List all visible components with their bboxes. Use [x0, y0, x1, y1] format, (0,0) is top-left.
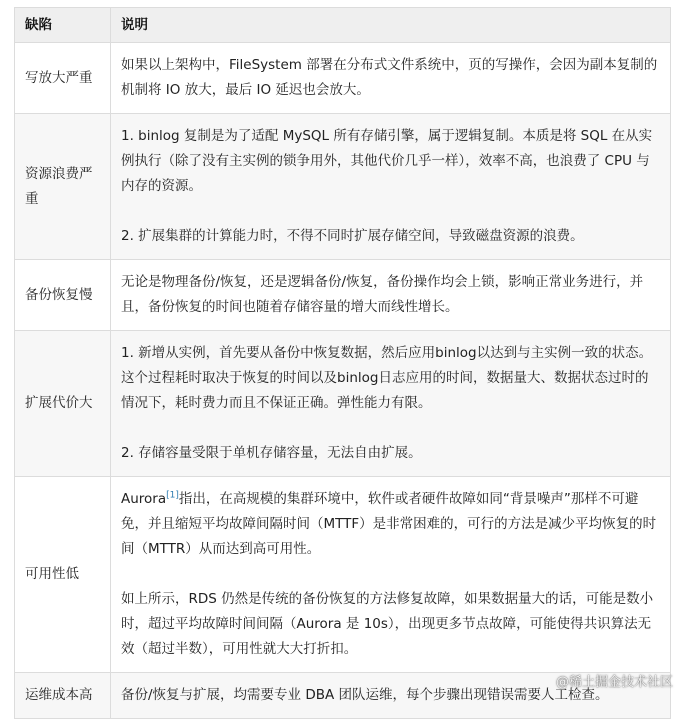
- description-paragraph: [121, 487, 660, 562]
- description-text: 指出，在高规模的集群环境中，软件或者硬件故障如同“背景噪声”那样不可避免，并且缩短平均故障间隔时间（MTTF）是非常困难的，可行的方法是减少平均恢复的时间（MTTR）从而达到高可用性。: [121, 491, 657, 557]
- watermark: @稀土掘金技术社区: [555, 675, 673, 690]
- table-row: [15, 477, 671, 673]
- description-paragraph: 2. 扩展集群的计算能力时，不得不同时扩展存储空间，导致磁盘资源的浪费。: [121, 228, 584, 244]
- table-header-row: [15, 8, 671, 43]
- description-paragraph: 1. binlog 复制是为了适配 MySQL 所有存储引擎，属于逻辑复制。本质是将 SQL 在从实例执行（除了没有主实例的锁争用外，其他代价几乎一样），效率不高，也浪费了 CPU 与内存的资源。: [121, 128, 653, 194]
- header-defect: 缺陷: [15, 8, 111, 43]
- defect-cell: 资源浪费严重: [15, 114, 111, 260]
- defects-table-container: [14, 7, 670, 719]
- description-cell: [111, 331, 671, 477]
- description-cell: [111, 477, 671, 673]
- defect-cell: 备份恢复慢: [15, 260, 111, 331]
- description-paragraph: 2. 存储容量受限于单机存储容量，无法自由扩展。: [121, 445, 422, 461]
- table-row: [15, 260, 671, 331]
- defect-cell: 可用性低: [15, 477, 111, 673]
- description-paragraph: 1. 新增从实例，首先要从备份中恢复数据，然后应用binlog以达到与主实例一致的状态。这个过程耗时取决于恢复的时间以及binlog日志应用的时间，数据量大、数据状态过时的情况下，耗时费力而且不保证正确。弹性能力有限。: [121, 345, 653, 411]
- header-description: 说明: [111, 8, 671, 43]
- description-paragraph: 如果以上架构中，FileSystem 部署在分布式文件系统中，页的写操作，会因为副本复制的机制将 IO 放大，最后 IO 延迟也会放大。: [121, 57, 658, 98]
- description-cell: [111, 260, 671, 331]
- aurora-text: Aurora: [121, 491, 167, 507]
- defect-cell: 扩展代价大: [15, 331, 111, 477]
- description-paragraph: 备份/恢复与扩展，均需要专业 DBA 团队运维，每个步骤出现错误需要人工检查。: [121, 687, 609, 703]
- description-cell: [111, 43, 671, 114]
- reference-link[interactable]: [1]: [166, 490, 179, 501]
- defects-table: [14, 7, 671, 719]
- table-row: [15, 331, 671, 477]
- table-row: [15, 114, 671, 260]
- defect-cell: 运维成本高: [15, 673, 111, 719]
- description-paragraph: 无论是物理备份/恢复，还是逻辑备份/恢复，备份操作均会上锁，影响正常业务进行，并且，备份恢复的时间也随着存储容量的增大而线性增长。: [121, 274, 644, 315]
- description-paragraph: 如上所示，RDS 仍然是传统的备份恢复的方法修复故障，如果数据量大的话，可能是数小时，超过平均故障时间间隔（Aurora 是 10s），出现更多节点故障，可能使得共识算法无效（超过半数），可用性就大大打折扣。: [121, 591, 654, 657]
- table-row: [15, 43, 671, 114]
- description-cell: [111, 114, 671, 260]
- defect-cell: 写放大严重: [15, 43, 111, 114]
